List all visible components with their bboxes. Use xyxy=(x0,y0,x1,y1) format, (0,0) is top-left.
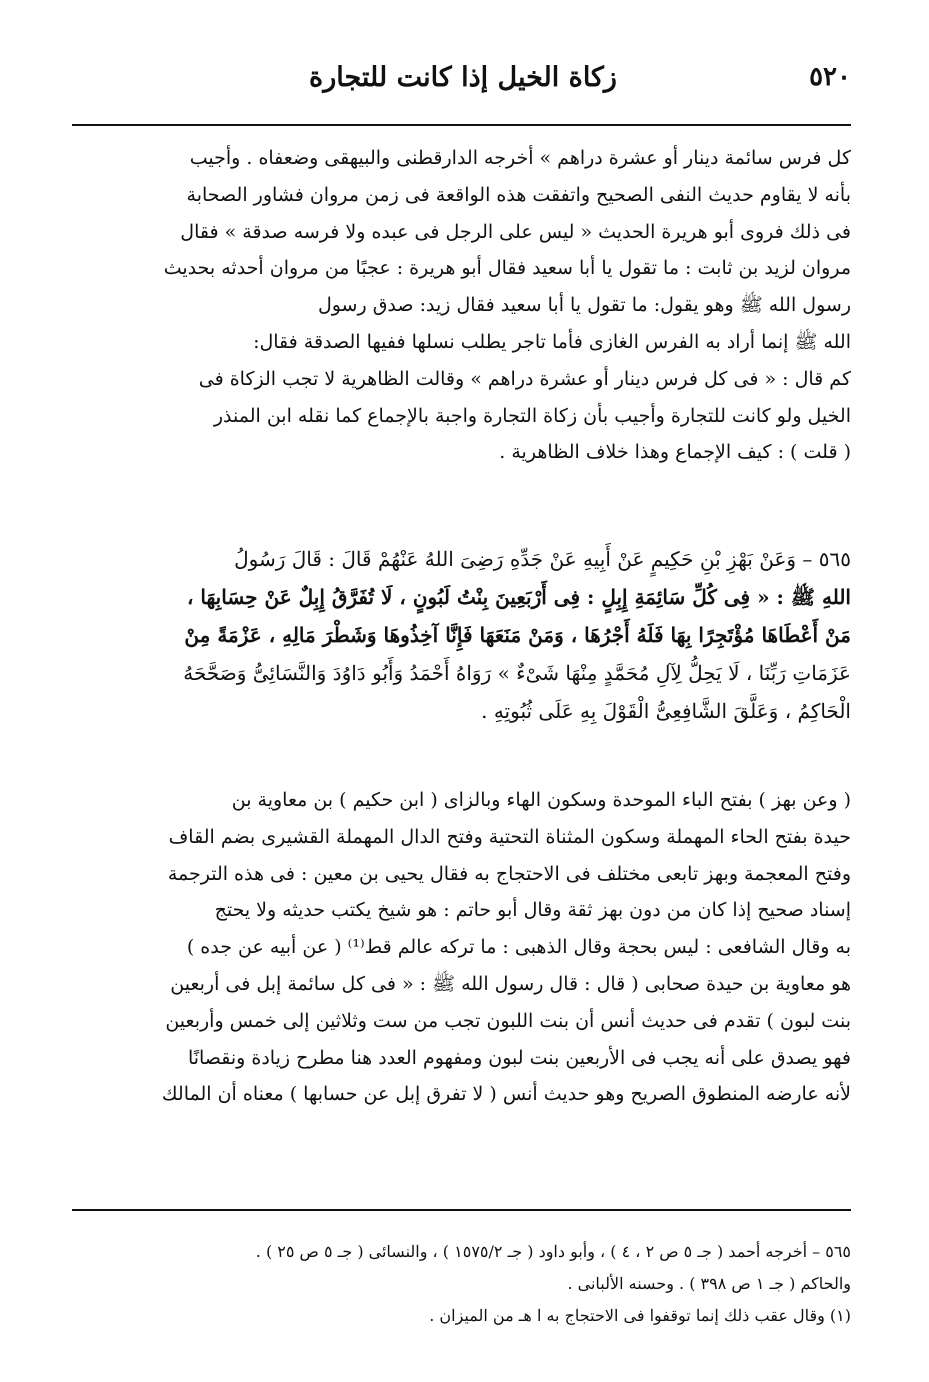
hadith-line: عَزَمَاتِ رَبِّنَا ، لَا يَحِلُّ لِآلِ مُحَمَّدٍ مِنْهَا شَىْءٌ » رَوَاهُ أَحْمَدُ وَأَبُو دَاوُدَ وَالنَّسَائِىُّ وَصَحَّحَهُ xyxy=(183,661,851,685)
text-line: فى ذلك فروى أبو هريرة الحديث « ليس على الرجل فى عبده ولا فرسه صدقة » فقال xyxy=(180,220,851,243)
text-line: هو معاوية بن حيدة صحابى ( قال : قال رسول الله ﷺ : « فى كل سائمة إبل فى أربعين xyxy=(170,972,851,995)
hadith-565 xyxy=(70,540,851,730)
text-line: الخيل ولو كانت للتجارة وأجيب بأن زكاة التجارة واجبة بالإجماع كما نقله ابن المنذر xyxy=(213,404,851,427)
footnote-line: ٥٦٥ – أخرجه أحمد ( جـ ٥ ص ٢ ، ٤ ) ، وأبو داود ( جـ ١٥٧٥/٢ ) ، والنسائى ( جـ ٥ ص ٢٥ ) . xyxy=(255,1242,851,1261)
footnotes xyxy=(70,1236,851,1332)
hadith-line: الْحَاكِمُ ، وَعَلَّقَ الشَّافِعِىُّ الْقَوْلَ بِهِ عَلَى ثُبُوتِهِ . xyxy=(481,699,851,723)
text-line: مروان لزيد بن ثابت : ما تقول يا أبا سعيد فقال أبو هريرة : عجبًا من مروان أحدثه بحديث xyxy=(163,257,851,280)
commentary xyxy=(70,782,851,1113)
hadith-line: اللهِ ﷺ : « فِى كُلِّ سَائِمَةِ إِبِلٍ : فِى أَرْبَعِينَ بِنْتُ لَبُونٍ ، لَا تُفَرَّقُ إِبِلٌ عَنْ حِسَابِهَا ، xyxy=(186,585,851,609)
text-line: فهو يصدق على أنه يجب فى الأربعين بنت لبون ومفهوم العدد هنا مطرح زيادة ونقصانًا xyxy=(187,1046,851,1069)
text-line: وفتح المعجمة وبهز تابعى مختلف فى الاحتجاج به فقال يحيى بن معين : فى هذه الترجمة xyxy=(167,862,851,885)
page-number: ٥٢٠ xyxy=(809,62,851,92)
footnote-line: والحاكم ( جـ ١ ص ٣٩٨ ) . وحسنه الألبانى . xyxy=(567,1274,851,1293)
text-line: إسناد صحيح إذا كان من دون بهز ثقة وقال أبو حاتم : هو شيخ يكتب حديثه ولا يحتج xyxy=(214,899,851,922)
text-line: رسول الله ﷺ وهو يقول: ما تقول يا أبا سعيد فقال زيد: صدق رسول xyxy=(317,294,851,317)
text-line: بنت لبون ) تقدم فى حديث أنس أن بنت اللبون تجب من ست وثلاثين إلى خمس وأربعين xyxy=(165,1009,851,1032)
text-line: حيدة بفتح الحاء المهملة وسكون المثناة التحتية وفتح الدال المهملة القشيرى بضم القاف xyxy=(168,825,851,848)
hadith-line: مَنْ أَعْطَاهَا مُؤْتَجِرًا بِهَا فَلَهُ أَجْرُهَا ، وَمَنْ مَنَعَهَا فَإِنَّا آخِذُوهَا وَشَطْرَ مَالِهِ ، عَزْمَةً مِنْ xyxy=(184,623,851,647)
text-line: ( وعن بهز ) بفتح الباء الموحدة وسكون الهاء وبالزاى ( ابن حكيم ) بن معاوية بن xyxy=(231,789,851,811)
text-line: كل فرس سائمة دينار أو عشرة دراهم » أخرجه الدارقطنى والبيهقى وضعفاه . وأجيب xyxy=(189,147,851,169)
page-header xyxy=(75,62,851,102)
header-rule xyxy=(72,124,851,126)
text-line: بأنه لا يقاوم حديث النفى الصحيح واتفقت هذه الواقعة فى زمن مروان فشاور الصحابة xyxy=(186,183,851,206)
running-title: زكاة الخيل إذا كانت للتجارة xyxy=(309,62,617,93)
footnote-rule xyxy=(72,1209,851,1211)
commentary-continuation xyxy=(70,140,851,471)
hadith-line: ٥٦٥ – وَعَنْ بَهْزِ بْنِ حَكِيمٍ عَنْ أَبِيهِ عَنْ جَدِّهِ رَضِىَ اللهُ عَنْهُمْ قَالَ : قَالَ رَسُولُ xyxy=(234,547,851,571)
text-line: به وقال الشافعى : ليس بحجة وقال الذهبى : ما تركه عالم قط⁽¹⁾ ( عن أبيه عن جده ) xyxy=(186,936,851,959)
text-line: كم قال : « فى كل فرس دينار أو عشرة دراهم » وقالت الظاهرية لا تجب الزكاة فى xyxy=(198,367,851,390)
text-line: الله ﷺ إنما أراد به الفرس الغازى فأما تاجر يطلب نسلها ففيها الصدقة فقال: xyxy=(253,330,851,353)
footnote-line: (١) وقال عقب ذلك إنما توقفوا فى الاحتجاج به ا هـ من الميزان . xyxy=(429,1306,851,1325)
text-line: ( قلت ) : كيف الإجماع وهذا خلاف الظاهرية . xyxy=(499,441,851,464)
text-line: لأنه عارضه المنطوق الصريح وهو حديث أنس ( لا تفرق إبل عن حسابها ) معناه أن المالك xyxy=(161,1083,851,1106)
